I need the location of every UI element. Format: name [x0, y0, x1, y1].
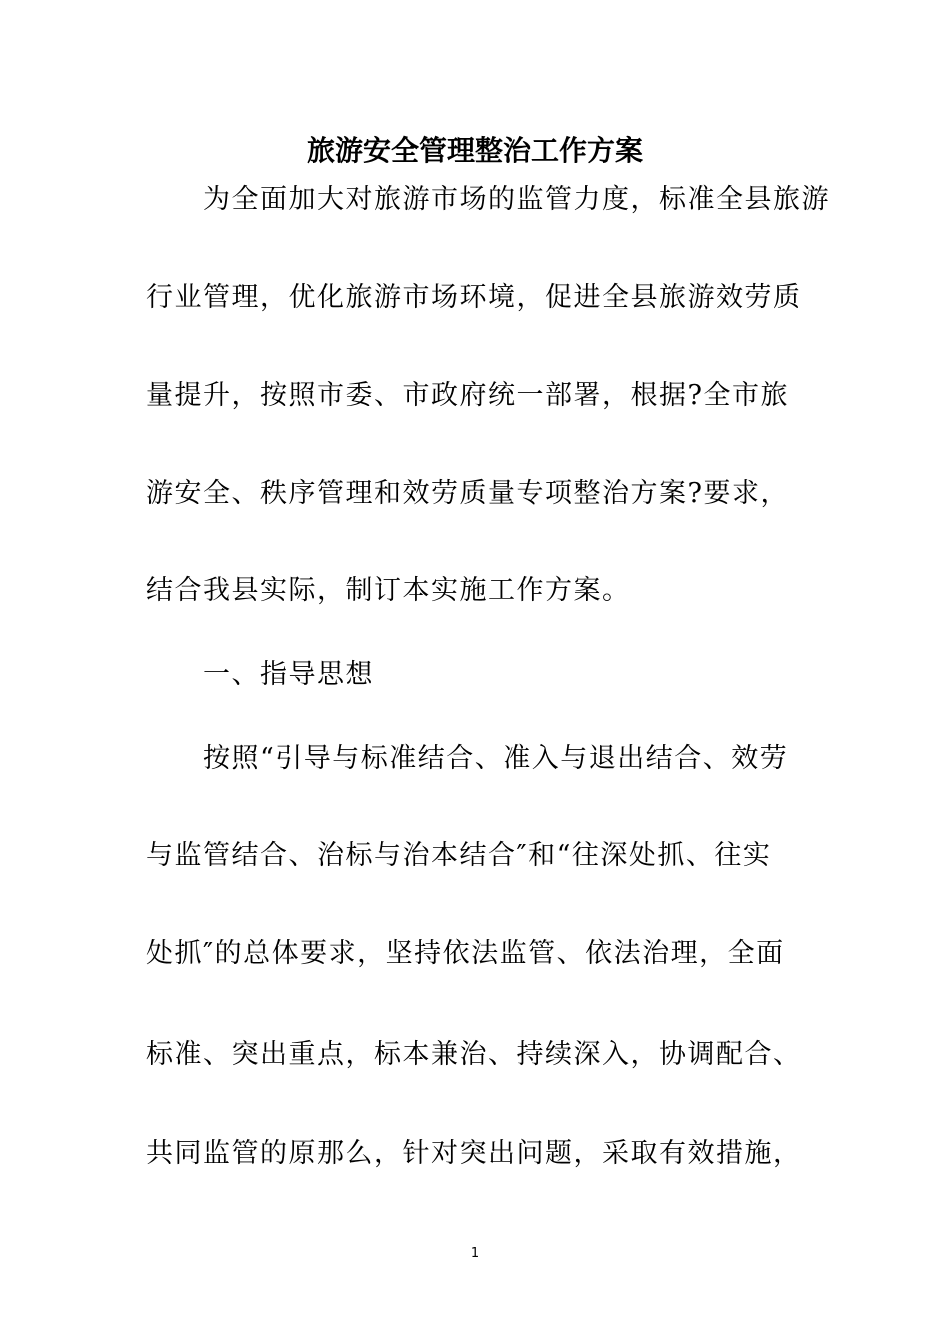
paragraph-line-10: 共同监管的原那么，针对突出问题，采取有效措施，: [146, 1138, 802, 1169]
paragraph-line-9: 标准、突出重点，标本兼治、持续深入，协调配合、: [146, 1039, 802, 1070]
paragraph-line-3: 量提升，按照市委、市政府统一部署，根据?全市旅: [146, 380, 789, 411]
section-heading-guiding-idea: 一、指导思想: [203, 659, 374, 690]
paragraph-line-4: 游安全、秩序管理和效劳质量专项整治方案?要求，: [146, 478, 789, 509]
paragraph-line-5: 结合我县实际，制订本实施工作方案。: [146, 575, 631, 606]
paragraph-line-1: 为全面加大对旅游市场的监管力度，标准全县旅游: [203, 184, 830, 215]
paragraph-line-6: 按照“引导与标准结合、准入与退出结合、效劳: [203, 743, 789, 774]
page-number: 1: [470, 1246, 480, 1261]
paragraph-line-8: 处抓″的总体要求，坚持依法监管、依法治理，全面: [146, 938, 785, 969]
paragraph-line-7: 与监管结合、治标与治本结合″和“往深处抓、往实: [146, 840, 772, 871]
paragraph-line-2: 行业管理，优化旅游市场环境，促进全县旅游效劳质: [146, 282, 802, 313]
document-title: 旅游安全管理整治工作方案: [306, 134, 643, 167]
